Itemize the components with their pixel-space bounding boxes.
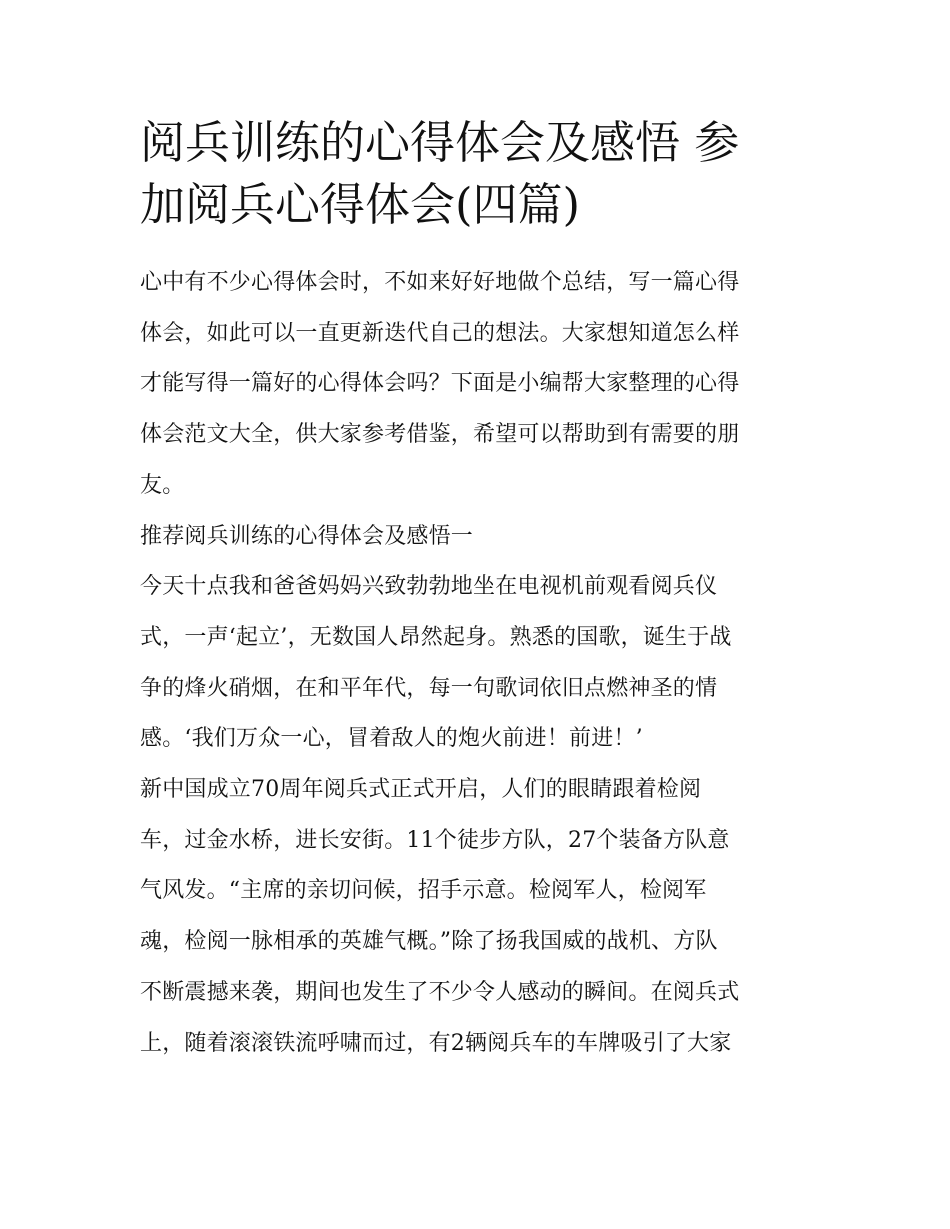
- body-paragraph: [140, 562, 820, 765]
- text-line: 争的烽火硝烟，在和平年代，每一句歌词依旧点燃神圣的情: [140, 675, 718, 701]
- text-line: 今天十点我和爸爸妈妈兴致勃勃地坐在电视机前观看阅兵仪: [140, 574, 718, 600]
- text-line: 体会范文大全，供大家参考借鉴，希望可以帮助到有需要的朋: [140, 422, 740, 448]
- text-line: 心中有不少心得体会时，不如来好好地做个总结，写一篇心得: [140, 270, 740, 295]
- section-heading: [140, 512, 820, 563]
- text-line: 才能写得一篇好的心得体会吗？下面是小编帮大家整理的心得: [140, 371, 740, 397]
- text-line: 感。‘我们万众一心，冒着敌人的炮火前进！前进！’: [140, 726, 643, 752]
- intro-paragraph: [140, 258, 820, 512]
- document-page: [140, 112, 820, 1069]
- body-paragraph: [140, 765, 820, 1069]
- text-line: 新中国成立70周年阅兵式正式开启，人们的眼睛跟着检阅: [140, 777, 702, 803]
- title-line: 加阅兵心得体会(四篇): [140, 178, 581, 231]
- text-line: 上，随着滚滚铁流呼啸而过，有2辆阅兵车的车牌吸引了大家: [140, 1030, 732, 1056]
- title-line: 阅兵训练的心得体会及感悟 参: [140, 116, 740, 169]
- text-line: 推荐阅兵训练的心得体会及感悟一: [140, 523, 474, 549]
- text-line: 不断震撼来袭，期间也发生了不少令人感动的瞬间。在阅兵式: [140, 979, 740, 1005]
- text-line: 魂，检阅一脉相承的英雄气概。”除了扬我国威的战机、方队: [140, 929, 718, 955]
- text-line: 式，一声‘起立’，无数国人昂然起身。熟悉的国歌，诞生于战: [140, 624, 732, 650]
- document-title: [140, 112, 820, 236]
- text-line: 体会，如此可以一直更新迭代自己的想法。大家想知道怎么样: [140, 320, 740, 346]
- text-line: 车，过金水桥，进长安街。11个徒步方队，27个装备方队意: [140, 827, 730, 853]
- text-line: 气风发。“主席的亲切问候，招手示意。检阅军人，检阅军: [140, 878, 707, 904]
- text-line: 友。: [140, 472, 185, 498]
